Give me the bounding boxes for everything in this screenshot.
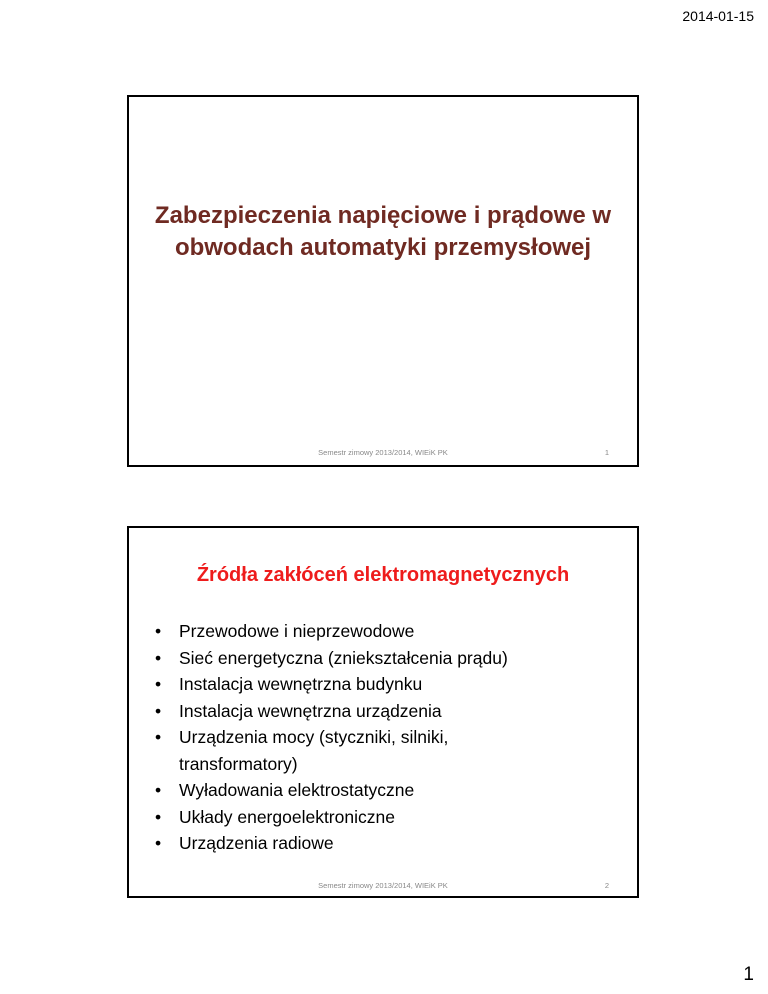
bullet-text: Sieć energetyczna (zniekształcenia prądu): [179, 647, 508, 668]
bullet-text: Układy energoelektroniczne: [179, 806, 395, 827]
bullet-item: [155, 671, 529, 698]
slide-2: [127, 526, 639, 898]
bullet-icon: •: [155, 727, 162, 747]
bullet-text: Wyładowania elektrostatyczne: [179, 780, 415, 800]
bullet-icon: •: [155, 621, 162, 641]
bullet-item: [155, 645, 529, 672]
page-date: 2014-01-15: [682, 8, 754, 24]
slide-2-footer: Semestr zimowy 2013/2014, WIEiK PK: [318, 881, 448, 890]
page-number: 1: [743, 964, 754, 985]
bullet-item: [155, 724, 529, 777]
slide-2-number: 2: [604, 881, 609, 890]
bullet-item: [155, 830, 529, 857]
bullet-item: [155, 804, 529, 831]
slide-2-title: Źródła zakłóceń elektromagnetycznych: [196, 564, 570, 586]
bullet-icon: •: [155, 700, 162, 721]
slide-2-bullet-list: [155, 618, 529, 857]
bullet-text: Urządzenia radiowe: [179, 833, 334, 853]
bullet-item: [155, 618, 529, 645]
bullet-text: Urządzenia mocy (styczniki, silniki, transformatory): [179, 727, 449, 774]
slide-1-footer: Semestr zimowy 2013/2014, WIEiK PK: [318, 448, 448, 457]
bullet-item: [155, 777, 529, 804]
slide-1: [127, 95, 639, 467]
bullet-icon: •: [155, 833, 162, 853]
bullet-icon: •: [155, 674, 162, 694]
bullet-icon: •: [155, 780, 162, 800]
slide-1-number: 1: [604, 448, 609, 457]
slide-1-title: Zabezpieczenia napięciowe i prądowe w obwodach automatyki przemysłowej: [154, 202, 612, 261]
bullet-text: Przewodowe i nieprzewodowe: [179, 621, 415, 641]
bullet-text: Instalacja wewnętrzna budynku: [179, 674, 423, 694]
bullet-icon: •: [155, 806, 162, 827]
bullet-item: [155, 698, 529, 725]
bullet-text: Instalacja wewnętrzna urządzenia: [179, 700, 442, 721]
bullet-icon: •: [155, 647, 162, 668]
